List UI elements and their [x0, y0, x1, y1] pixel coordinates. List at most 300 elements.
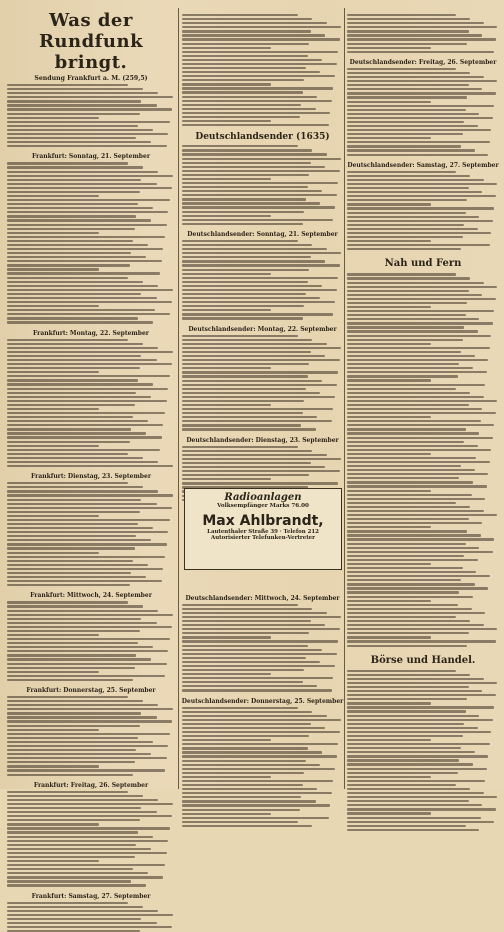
text-line	[7, 215, 136, 217]
text-line	[347, 538, 494, 540]
text-line	[7, 725, 140, 727]
text-line	[347, 620, 470, 622]
text-line	[347, 477, 459, 479]
text-line	[347, 84, 469, 86]
text-line	[182, 79, 304, 81]
text-line	[182, 616, 341, 618]
text-line	[347, 216, 479, 218]
text-line	[7, 108, 172, 110]
text-line	[347, 351, 461, 353]
text-line	[347, 187, 469, 189]
text-line	[182, 51, 338, 53]
day-heading: Frankfurt: Freitag, 26. September	[33, 781, 149, 789]
text-line	[347, 690, 482, 692]
text-line	[182, 640, 338, 642]
text-line	[347, 38, 496, 40]
text-line	[182, 96, 317, 98]
text-line	[182, 776, 271, 778]
text-line	[7, 453, 128, 455]
text-line	[7, 449, 160, 451]
text-line	[7, 236, 165, 238]
text-line	[182, 104, 301, 106]
text-line	[182, 604, 298, 606]
text-line	[182, 63, 337, 65]
text-line	[182, 120, 271, 122]
text-line	[7, 584, 130, 586]
text-line	[7, 646, 153, 648]
text-line	[7, 309, 155, 311]
text-line	[7, 162, 128, 164]
text-block	[345, 171, 501, 251]
text-line	[7, 626, 172, 628]
text-line	[7, 84, 128, 86]
text-line	[7, 100, 141, 102]
text-line	[347, 347, 490, 349]
text-line	[7, 359, 157, 361]
text-line	[347, 796, 497, 798]
text-line	[347, 302, 467, 304]
text-line	[347, 751, 475, 753]
text-line	[7, 601, 128, 603]
text-line	[347, 640, 496, 642]
text-line	[182, 186, 308, 188]
text-line	[7, 347, 158, 349]
text-line	[7, 264, 130, 266]
text-line	[182, 67, 306, 69]
text-line	[182, 215, 271, 217]
text-line	[182, 335, 298, 337]
text-line	[7, 383, 153, 385]
text-line	[182, 305, 304, 307]
column-left	[5, 0, 177, 900]
text-line	[7, 133, 168, 135]
text-line	[182, 624, 325, 626]
text-line	[7, 906, 143, 908]
text-line	[347, 26, 497, 28]
text-line	[7, 630, 140, 632]
text-line	[347, 195, 496, 197]
text-line	[7, 926, 172, 928]
text-line	[347, 780, 485, 782]
text-line	[7, 749, 136, 751]
text-line	[7, 228, 135, 230]
text-line	[347, 628, 497, 630]
text-line	[182, 813, 271, 815]
text-line	[7, 260, 162, 262]
text-line	[7, 848, 151, 850]
text-line	[7, 482, 128, 484]
text-line	[347, 371, 487, 373]
text-line	[182, 347, 341, 349]
text-line	[347, 228, 478, 230]
text-line	[7, 183, 157, 185]
text-line	[182, 800, 316, 802]
text-line	[7, 791, 128, 793]
text-line	[7, 436, 162, 438]
text-line	[182, 772, 304, 774]
text-line	[7, 836, 153, 838]
day-heading: Frankfurt: Sonntag, 21. September	[32, 153, 150, 161]
text-line	[182, 166, 325, 168]
text-line	[7, 351, 173, 353]
text-line	[347, 747, 461, 749]
text-line	[182, 83, 271, 85]
text-line	[182, 22, 327, 24]
text-line	[7, 560, 133, 562]
text-line	[347, 591, 459, 593]
text-line	[7, 765, 99, 767]
day-heading: Frankfurt: Donnerstag, 25. September	[26, 687, 156, 695]
text-line	[182, 396, 335, 398]
text-line	[182, 26, 341, 28]
text-line	[7, 910, 158, 912]
text-line	[7, 761, 135, 763]
text-line	[347, 632, 469, 634]
text-line	[7, 117, 99, 119]
text-line	[347, 339, 463, 341]
text-line	[347, 567, 463, 569]
text-line	[347, 555, 464, 557]
text-line	[7, 355, 141, 357]
text-line	[182, 645, 308, 647]
text-line	[182, 206, 335, 208]
text-line	[182, 780, 333, 782]
day-heading: Deutschlandsender: Freitag, 26. September	[349, 58, 497, 66]
text-line	[347, 113, 479, 115]
text-line	[7, 531, 168, 533]
text-line	[7, 704, 158, 706]
text-line	[7, 757, 167, 759]
text-line	[182, 277, 338, 279]
text-line	[182, 474, 309, 476]
text-line	[347, 719, 493, 721]
text-line	[7, 547, 135, 549]
text-line	[7, 634, 99, 636]
text-line	[182, 673, 271, 675]
text-line	[347, 109, 466, 111]
text-line	[347, 314, 466, 316]
text-line	[182, 731, 340, 733]
text-line	[347, 432, 479, 434]
text-line	[7, 277, 128, 279]
text-line	[347, 420, 481, 422]
text-line	[182, 87, 333, 89]
text-line	[7, 799, 158, 801]
text-line	[7, 96, 173, 98]
text-line	[182, 108, 316, 110]
text-line	[182, 75, 335, 77]
text-line	[347, 731, 491, 733]
text-line	[182, 466, 325, 468]
text-line	[182, 458, 341, 460]
text-line	[7, 671, 99, 673]
text-line	[7, 515, 99, 517]
text-line	[182, 339, 312, 341]
text-line	[182, 285, 322, 287]
text-line	[347, 608, 472, 610]
text-line	[347, 583, 475, 585]
text-line	[347, 298, 496, 300]
text-line	[7, 831, 138, 833]
text-line	[182, 384, 337, 386]
text-line	[7, 248, 163, 250]
text-line	[347, 47, 431, 49]
text-line	[182, 825, 312, 827]
text-line	[7, 610, 158, 612]
text-line	[7, 733, 170, 735]
text-line	[7, 256, 146, 258]
text-line	[347, 80, 497, 82]
text-line	[7, 224, 167, 226]
text-line	[182, 375, 308, 377]
text-line	[347, 587, 488, 589]
text-line	[7, 815, 172, 817]
text-line	[347, 469, 475, 471]
text-line	[182, 768, 335, 770]
text-line	[347, 441, 464, 443]
text-line	[347, 481, 473, 483]
text-line	[182, 252, 341, 254]
text-line	[7, 650, 168, 652]
text-line	[182, 804, 330, 806]
text-line	[7, 902, 128, 904]
text-block	[5, 482, 177, 586]
text-line	[7, 840, 168, 842]
text-line	[7, 844, 136, 846]
text-line	[347, 310, 494, 312]
text-line	[347, 604, 458, 606]
text-line	[7, 207, 153, 209]
text-line	[182, 478, 271, 480]
text-line	[347, 286, 497, 288]
text-line	[182, 178, 271, 180]
text-line	[182, 273, 271, 275]
text-line	[347, 596, 473, 598]
text-line	[347, 694, 496, 696]
text-line	[347, 149, 475, 151]
text-line	[7, 552, 99, 554]
text-line	[7, 572, 131, 574]
text-line	[347, 129, 491, 131]
text-line	[182, 792, 332, 794]
text-line	[7, 860, 99, 862]
text-line	[7, 92, 158, 94]
text-line	[7, 918, 141, 920]
text-line	[182, 817, 329, 819]
text-line	[182, 412, 303, 414]
text-line	[347, 367, 473, 369]
text-block	[180, 707, 345, 827]
text-line	[7, 289, 173, 291]
text-line	[347, 437, 493, 439]
text-line	[347, 30, 469, 32]
advertisement	[184, 488, 342, 570]
text-line	[347, 792, 484, 794]
text-line	[182, 751, 322, 753]
text-line	[182, 55, 308, 57]
text-line	[347, 68, 456, 70]
station-heading: Deutschlandsender (1635)	[195, 132, 330, 143]
text-line	[7, 388, 168, 390]
text-line	[347, 199, 467, 201]
text-line	[182, 470, 340, 472]
text-line	[182, 454, 327, 456]
text-line	[7, 268, 99, 270]
text-line	[347, 335, 491, 337]
text-line	[182, 446, 298, 448]
text-line	[182, 30, 311, 32]
text-line	[182, 170, 340, 172]
text-line	[7, 884, 146, 886]
text-line	[7, 499, 141, 501]
text-line	[7, 576, 146, 578]
text-line	[7, 667, 135, 669]
text-line	[7, 568, 163, 570]
text-line	[182, 809, 300, 811]
text-line	[182, 293, 306, 295]
text-line	[7, 712, 141, 714]
text-line	[347, 240, 431, 242]
text-line	[347, 179, 484, 181]
text-line	[182, 359, 340, 361]
text-line	[7, 404, 135, 406]
text-block	[345, 273, 501, 646]
text-line	[7, 129, 153, 131]
text-line	[7, 367, 140, 369]
text-line	[182, 71, 320, 73]
text-line	[7, 827, 170, 829]
text-line	[347, 808, 496, 810]
text-line	[7, 922, 157, 924]
text-line	[347, 812, 431, 814]
text-line	[7, 729, 99, 731]
text-line	[7, 104, 157, 106]
text-line	[7, 486, 143, 488]
text-line	[7, 416, 133, 418]
text-line	[182, 289, 337, 291]
text-line	[347, 502, 456, 504]
text-line	[347, 375, 458, 377]
text-line	[347, 473, 488, 475]
text-line	[347, 616, 456, 618]
text-line	[182, 685, 317, 687]
text-line	[347, 530, 467, 532]
text-line	[347, 396, 484, 398]
text-line	[347, 723, 464, 725]
text-line	[182, 145, 298, 147]
text-line	[7, 424, 163, 426]
text-line	[182, 317, 303, 319]
text-line	[347, 465, 461, 467]
text-line	[7, 638, 170, 640]
text-line	[182, 677, 333, 679]
text-line	[7, 297, 157, 299]
text-line	[347, 318, 479, 320]
text-line	[347, 408, 482, 410]
text-block	[180, 14, 345, 126]
text-line	[7, 490, 158, 492]
text-line	[7, 121, 170, 123]
text-line	[347, 121, 464, 123]
text-line	[347, 72, 470, 74]
text-line	[347, 706, 494, 708]
text-line	[7, 663, 167, 665]
text-line	[182, 34, 325, 36]
text-line	[7, 811, 157, 813]
text-line	[7, 461, 158, 463]
text-line	[7, 219, 151, 221]
text-block	[5, 162, 177, 323]
text-line	[7, 864, 165, 866]
text-line	[347, 727, 478, 729]
text-line	[347, 34, 482, 36]
text-line	[182, 124, 329, 126]
text-line	[7, 519, 170, 521]
text-line	[182, 416, 317, 418]
text-line	[347, 600, 431, 602]
text-line	[347, 575, 490, 577]
text-block	[345, 14, 501, 53]
text-line	[7, 535, 136, 537]
text-line	[7, 720, 172, 722]
ad-price: Volksempfänger Marks 76.00	[217, 503, 309, 509]
text-line	[347, 236, 463, 238]
text-line	[182, 367, 271, 369]
text-line	[182, 420, 332, 422]
text-line	[182, 719, 341, 721]
text-line	[7, 211, 168, 213]
text-line	[182, 462, 311, 464]
text-line	[7, 774, 133, 776]
text-line	[347, 141, 490, 143]
text-line	[182, 149, 312, 151]
text-line	[347, 624, 484, 626]
text-line	[347, 322, 493, 324]
text-line	[347, 92, 496, 94]
text-line	[347, 277, 470, 279]
text-line	[347, 821, 494, 823]
day-heading: Frankfurt: Samstag, 27. September	[31, 892, 151, 900]
text-line	[347, 400, 497, 402]
text-line	[7, 293, 141, 295]
text-line	[182, 301, 335, 303]
text-line	[347, 220, 493, 222]
ad-address: Lautenthaler Straße 39 · Telefon 212	[207, 529, 319, 535]
day-heading: Deutschlandsender: Donnerstag, 25. September	[181, 697, 344, 705]
text-line	[7, 614, 173, 616]
text-line	[347, 171, 456, 173]
text-line	[7, 195, 99, 197]
text-line	[182, 153, 327, 155]
text-line	[182, 482, 338, 484]
text-line	[347, 788, 470, 790]
text-line	[7, 503, 157, 505]
text-line	[347, 88, 482, 90]
text-line	[182, 632, 309, 634]
text-line	[7, 654, 136, 656]
text-line	[182, 182, 338, 184]
text-line	[7, 400, 167, 402]
text-line	[182, 162, 311, 164]
text-line	[182, 743, 338, 745]
text-line	[7, 375, 170, 377]
text-line	[347, 453, 431, 455]
text-line	[347, 384, 485, 386]
text-block	[180, 240, 345, 320]
text-block	[345, 68, 501, 156]
text-line	[7, 556, 165, 558]
text-line	[182, 636, 271, 638]
